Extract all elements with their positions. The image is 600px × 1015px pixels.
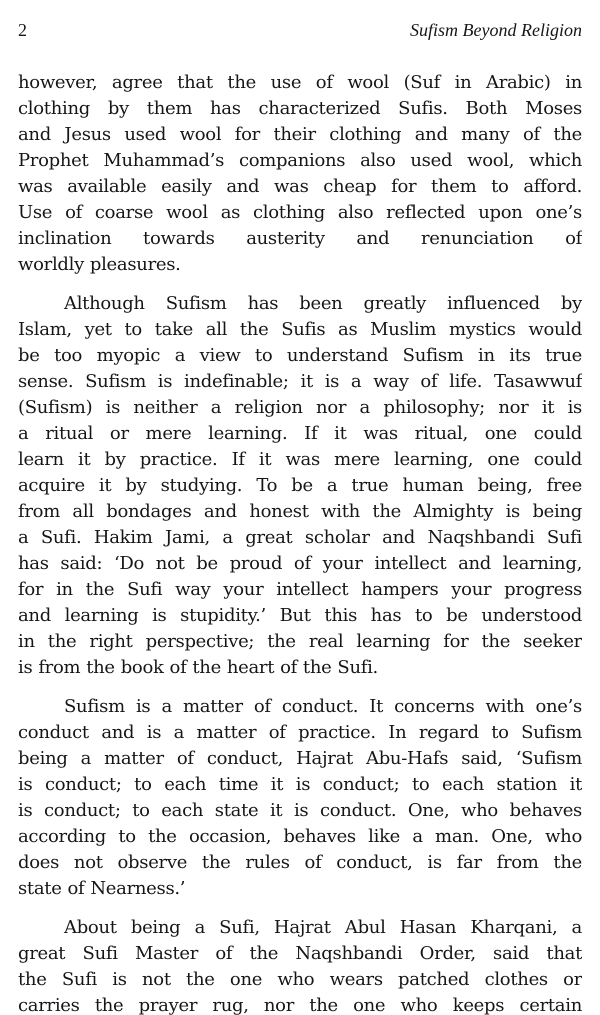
text-line: does not observe the rules of conduct, is far from the: [18, 852, 582, 873]
text-line: Use of coarse wool as clothing also reflected upon one’s: [18, 202, 582, 223]
text-line: however, agree that the use of wool (Suf in Arabic) in: [18, 72, 582, 93]
paragraph: [18, 70, 582, 278]
text-line: is conduct; to each state it is conduct. One, who behaves: [18, 800, 582, 821]
text-line: is from the book of the heart of the Sufi.: [18, 657, 378, 678]
text-line: (Sufism) is neither a religion nor a philosophy; nor it is: [18, 397, 582, 418]
text-line: a ritual or mere learning. If it was ritual, one could: [18, 423, 582, 444]
body-text: [18, 70, 582, 1015]
paragraph: [18, 694, 582, 902]
text-line: Sufism is a matter of conduct. It concerns with one’s: [64, 696, 582, 717]
text-line: being a matter of conduct, Hajrat Abu-Hafs said, ‘Sufism: [18, 748, 582, 769]
text-line: was available easily and was cheap for them to afford.: [18, 176, 582, 197]
text-line: Islam, yet to take all the Sufis as Muslim mystics would: [18, 319, 582, 340]
text-line: inclination towards austerity and renunciation of: [18, 228, 582, 249]
text-line: acquire it by studying. To be a true human being, free: [18, 475, 582, 496]
text-line: be too myopic a view to understand Sufism in its true: [18, 345, 582, 366]
text-line: About being a Sufi, Hajrat Abul Hasan Kharqani, a: [64, 917, 582, 938]
book-title: Sufism Beyond Religion: [410, 20, 582, 40]
text-line: in the right perspective; the real learning for the seeker: [18, 631, 582, 652]
text-line: worldly pleasures.: [18, 254, 181, 275]
text-line: carries the prayer rug, nor the one who keeps certain: [18, 995, 582, 1015]
text-line: the Sufi is not the one who wears patched clothes or: [18, 969, 582, 990]
text-line: conduct and is a matter of practice. In regard to Sufism: [18, 722, 582, 743]
text-line: according to the occasion, behaves like a man. One, who: [18, 826, 582, 847]
text-line: clothing by them has characterized Sufis. Both Moses: [18, 98, 582, 119]
paragraph: [18, 915, 582, 1015]
text-line: state of Nearness.’: [18, 878, 186, 899]
text-line: from all bondages and honest with the Almighty is being: [18, 501, 582, 522]
paragraph: [18, 291, 582, 681]
text-line: has said: ‘Do not be proud of your intellect and learning,: [18, 553, 582, 574]
text-line: Although Sufism has been greatly influenced by: [64, 293, 582, 314]
text-line: and learning is stupidity.’ But this has to be understood: [18, 605, 582, 626]
text-line: and Jesus used wool for their clothing and many of the: [18, 124, 582, 145]
text-line: a Sufi. Hakim Jami, a great scholar and Naqshbandi Sufi: [18, 527, 582, 548]
text-line: is conduct; to each time it is conduct; to each station it: [18, 774, 582, 795]
text-line: for in the Sufi way your intellect hampers your progress: [18, 579, 582, 600]
page-number: 2: [18, 20, 27, 40]
text-line: learn it by practice. If it was mere learning, one could: [18, 449, 582, 470]
running-head: [18, 18, 582, 42]
text-line: Prophet Muhammad’s companions also used wool, which: [18, 150, 582, 171]
text-line: great Sufi Master of the Naqshbandi Order, said that: [18, 943, 582, 964]
text-line: sense. Sufism is indefinable; it is a way of life. Tasawwuf: [18, 371, 582, 392]
